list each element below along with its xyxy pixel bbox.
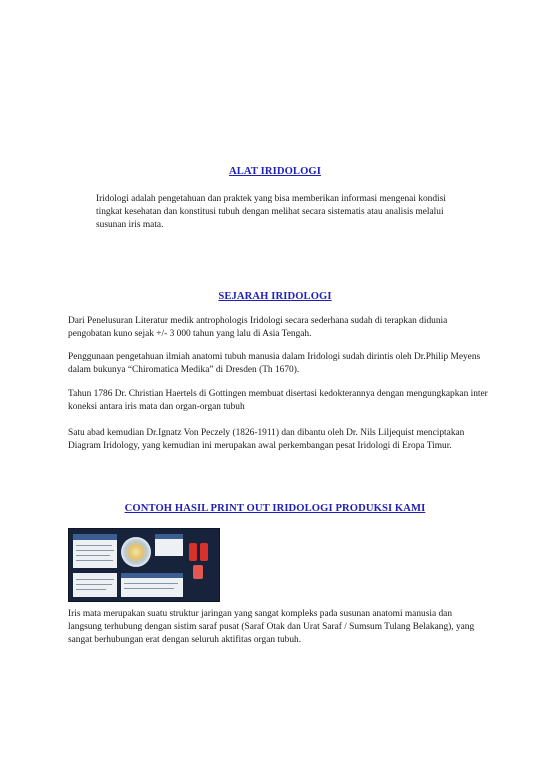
heading-alat-iridologi[interactable]: ALAT IRIDOLOGI xyxy=(229,166,321,177)
heading-contoh-print-out[interactable]: CONTOH HASIL PRINT OUT IRIDOLOGI PRODUKSI KAMI xyxy=(124,503,426,514)
paragraph-sejarah-1: Dari Penelusuran Literatur medik antrophologis Iridologi secara sederhana sudah di terapkan didunia pengobatan kuno sejak +/- 3 000 tahun yang lalu di Asia Tengah. xyxy=(68,316,448,339)
iridology-printout-image xyxy=(68,528,220,602)
paragraph-sejarah-4: Satu abad kemudian Dr.Ignatz Von Peczely (1826-1911) dan dibantu oleh Dr. Nils Liljequist menciptakan Diagram Iridology, yang kemudian ini merupakan awal perkembangan pesat Iridologi di Eropa Timur. xyxy=(68,428,465,451)
paragraph-contoh-iris: Iris mata merupakan suatu struktur jaringan yang sangat kompleks pada susunan anatomi manusia dan langsung terhubung dengan sistim saraf pusat (Saraf Otak dan Urat Saraf / Sumsum Tulang Belakang), yang sangat berhubungan erat dengan seluruh aktifitas organ tubuh. xyxy=(68,609,475,645)
heading-sejarah-iridologi[interactable]: SEJARAH IRIDOLOGI xyxy=(218,291,332,302)
paragraph-sejarah-2: Penggunaan pengetahuan ilmiah anatomi tubuh manusia dalam Iridologi sudah dirintis oleh Dr.Philip Meyens dalam bukunya “Chiromatica Medika” di Dresden (Th 1670). xyxy=(68,352,481,375)
paragraph-sejarah-3: Tahun 1786 Dr. Christian Haertels di Gottingen membuat disertasi kedokterannya dengan mengungkapkan inter koneksi antara iris mata dan organ-organ tubuh xyxy=(68,389,488,412)
paragraph-alat-definition: Iridologi adalah pengetahuan dan praktek yang bisa memberikan informasi mengenai kondisi tingkat kesehatan dan konstitusi tubuh dengan melihat secara sistematis atau analisis melalui susunan iris mata. xyxy=(96,194,446,230)
